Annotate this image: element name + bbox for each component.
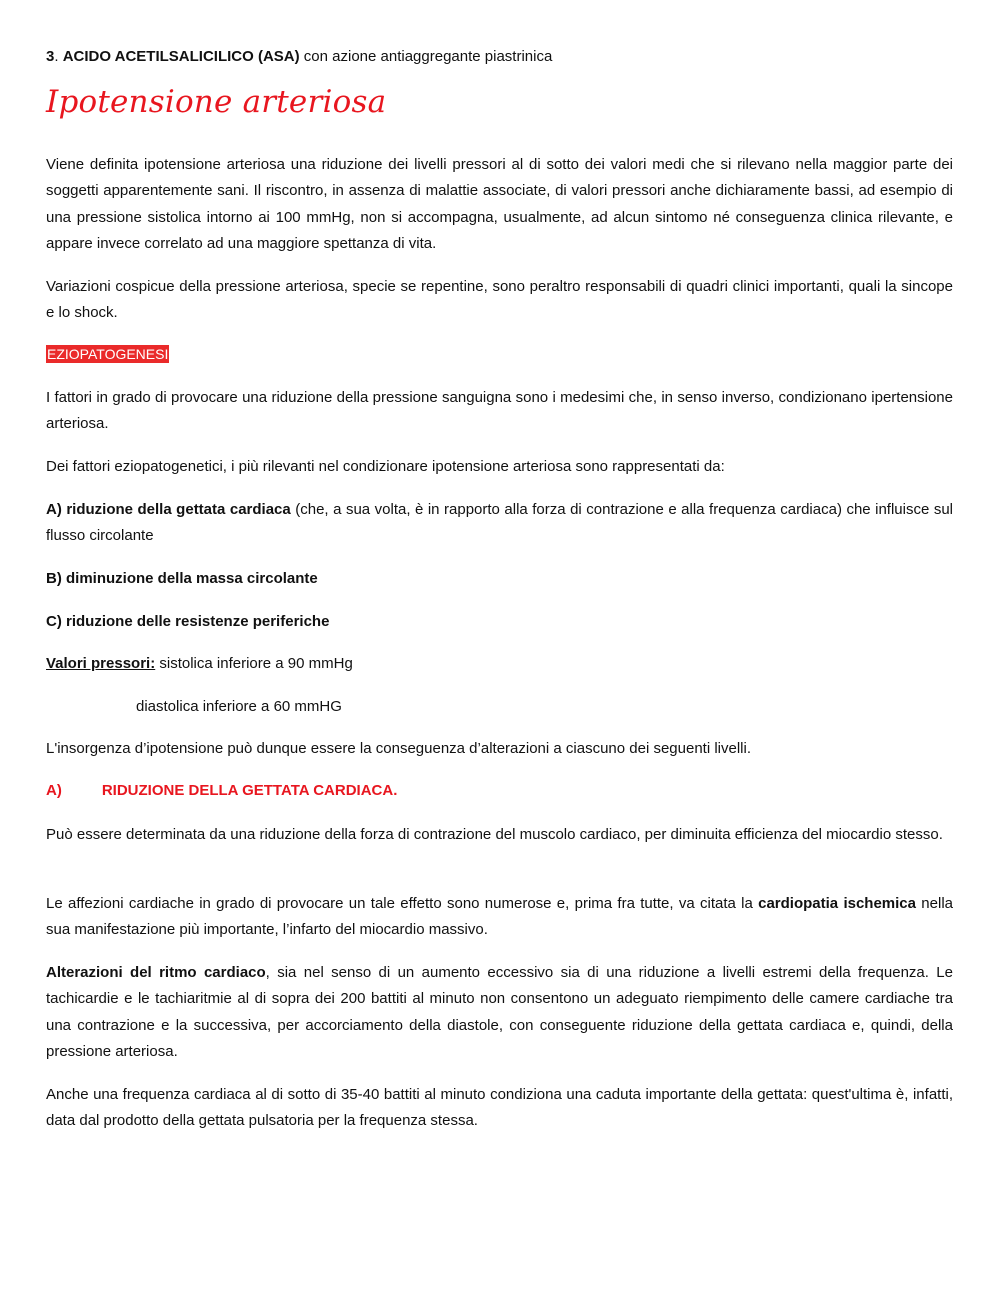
intro-line: 3. ACIDO ACETILSALICILICO (ASA) con azione antiaggregante piastrinica <box>46 48 553 65</box>
paragraph-definition: Viene definita ipotensione arteriosa una riduzione dei livelli pressori al di sotto dei valori medi che si rilevano nella maggior parte dei soggetti apparentemente sani. Il riscontro, in assenza di malattie associate, di valori pressori anche dichiaramente bassi, ad esempio di una pressione sistolica intorno ai 100 mmHg, non si accompagna, usualmente, ad alcun sintomo né conseguenza clinica rilevante, e appare invece correlato ad una maggiore spettanza di vita. <box>46 156 953 252</box>
page-title: Ipotensione arteriosa <box>46 84 387 120</box>
item-a <box>46 497 953 550</box>
paragraph-affections <box>46 891 953 944</box>
paragraph-bradycardia: Anche una frequenza cardiaca al di sotto di 35-40 battiti al minuto condiziona una caduta importante della gettata: quest'ultima è, infatti, data dal prodotto della gettata pulsatoria per la frequenza stessa. <box>46 1086 953 1130</box>
paragraph-factors: I fattori in grado di provocare una riduzione della pressione sanguigna sono i medesimi che, in senso inverso, condizionano ipertensione arteriosa. <box>46 389 953 433</box>
paragraph-insorgenza: L'insorgenza d’ipotensione può dunque essere la conseguenza d’alterazioni a ciascuno dei seguenti livelli. <box>46 740 752 757</box>
item-b-text: B) diminuzione della massa circolante <box>46 570 318 587</box>
p8-bold: Alterazioni del ritmo cardiaco <box>46 964 266 981</box>
valori-pressori <box>46 655 353 672</box>
valori-label: Valori pressori: <box>46 655 156 672</box>
section-label-text: EZIOPATOGENESI <box>47 346 169 362</box>
intro-bold: ACIDO ACETILSALICILICO (ASA) <box>62 48 300 65</box>
item-c <box>46 613 329 630</box>
paragraph-rhythm <box>46 960 953 1065</box>
p7-bold: cardiopatia ischemica <box>758 895 916 912</box>
item-a-rest: (che, a sua volta, è in rapporto alla forza di contrazione e alla frequenza cardiaca) che influisce sul flusso circolante <box>46 501 953 545</box>
paragraph-contraction: Può essere determinata da una riduzione della forza di contrazione del muscolo cardiaco, per diminuita efficienza del miocardio stesso. <box>46 826 943 843</box>
heading-a-letter: A) <box>46 782 62 799</box>
p8-rest: , sia nel senso di un aumento eccessivo sia di una riduzione a livelli estremi della frequenza. Le tachicardie e le tachiaritmie al di sopra dei 200 battiti al minuto non consentono un adeguato riempimento delle camere cardiache tra una contrazione e la successiva, per accorciamento della diastole, con conseguente riduzione della gettata cardiaca e, quindi, della pressione arteriosa. <box>46 964 953 1060</box>
item-c-text: C) riduzione delle resistenze periferiche <box>46 613 330 630</box>
valori-diastolica: diastolica inferiore a 60 mmHG <box>136 698 342 715</box>
heading-a <box>46 782 397 799</box>
item-a-bold: A) riduzione della gettata cardiaca <box>46 501 291 518</box>
heading-a-text: RIDUZIONE DELLA GETTATA CARDIACA. <box>101 782 398 799</box>
p7-part-b: nella sua manifestazione più importante, l’infarto del miocardio massivo. <box>46 895 953 939</box>
paragraph-etiopathogenetic: Dei fattori eziopatogenetici, i più rilevanti nel condizionare ipotensione arteriosa sono rappresentati da: <box>46 458 725 475</box>
item-b <box>46 570 318 587</box>
paragraph-variations: Variazioni cospicue della pressione arteriosa, specie se repentine, sono peraltro responsabili di quadri clinici importanti, quali la sincope e lo shock. <box>46 278 953 322</box>
section-label <box>46 346 169 363</box>
intro-number: 3 <box>46 48 55 65</box>
intro-rest: con azione antiaggregante piastrinica <box>299 48 553 65</box>
valori-sistolica: sistolica inferiore a 90 mmHg <box>155 655 353 672</box>
p7-part-a: Le affezioni cardiache in grado di provocare un tale effetto sono numerose e, prima fra tutte, va citata la <box>46 895 759 912</box>
